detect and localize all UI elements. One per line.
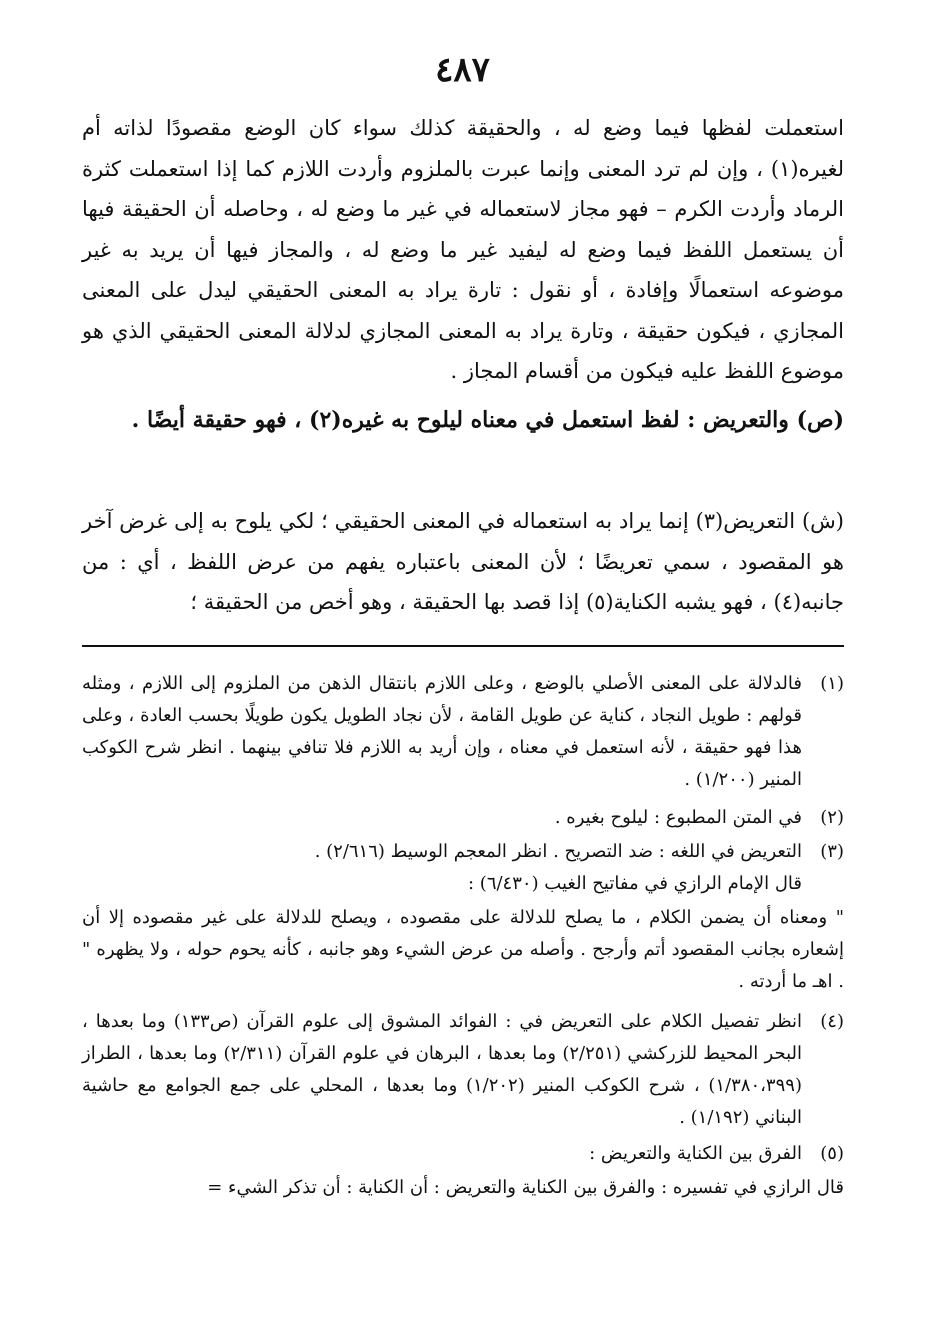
- footnote-text: انظر تفصيل الكلام على التعريض في : الفوائد المشوق إلى علوم القرآن (ص١٣٣) وما بعدها ، البحر المحيط للزركشي (٢/٢٥١) وما بعدها ، البرهان في علوم القرآن (٢/٣١١) وما بعدها ، الطراز (١/٣٨٠،٣٩٩) ، شرح الكوكب المنير (١/٢٠٢) وما بعدها ، المحلي على جمع الجوامع مع حاشية البناني (١/١٩٢) .: [82, 1011, 803, 1128]
- footnote-text: في المتن المطبوع : ليلوح بغيره .: [554, 807, 802, 828]
- footnote-text: الفرق بين الكناية والتعريض :: [589, 1143, 802, 1164]
- footnote-divider: [82, 645, 844, 647]
- footnote-1: [82, 668, 844, 796]
- footnote-number: (٢): [820, 807, 844, 828]
- footnotes: [82, 668, 844, 1204]
- main-text: [82, 108, 844, 631]
- page-number: ٤٨٧: [435, 50, 490, 90]
- footnote-text: التعريض في اللغه : ضد التصريح . انظر المعجم الوسيط (٢/٦١٦) .: [314, 841, 802, 862]
- footnote-5-continuation: قال الرازي في تفسيره : والفرق بين الكناية والتعريض : أن الكناية : أن تذكر الشيء =: [207, 1177, 844, 1198]
- footnote-text: فالدلالة على المعنى الأصلي بالوضع ، وعلى اللازم بانتقال الذهن من الملزوم إلى اللازم ، ومثله قولهم : طويل النجاد ، كناية عن طويل القامة ، لأن نجاد الطويل يكون طويلًا بحسب العادة ، وعلى هذا فهو حقيقة ، لأنه استعمل في معناه ، وإن أريد به اللازم فلا تنافي بينهما . انظر شرح الكوكب المنير (١/٢٠٠) .: [82, 673, 802, 790]
- footnote-2: [82, 802, 844, 834]
- footnote-3: [82, 836, 844, 868]
- footnote-number: (١): [820, 673, 844, 694]
- sharh-paragraph: (ش) التعريض(٣) إنما يراد به استعماله في المعنى الحقيقي ؛ لكي يلوح به إلى غرض آخر هو المقصود ، سمي تعريضًا ؛ لأن المعنى باعتباره يفهم من عرض اللفظ ، أي : من جانبه(٤) ، فهو يشبه الكناية(٥) إذا قصد بها الحقيقة ، وهو أخص من الحقيقة ؛: [82, 509, 844, 614]
- footnote-number: (٥): [820, 1143, 844, 1164]
- main-paragraph-1: استعملت لفظها فيما وضع له ، والحقيقة كذلك سواء كان الوضع مقصودًا لذاته أم لغيره(١) ، وإن لم ترد المعنى وإنما عبرت بالملزوم وأردت اللازم كما إذا استعملت كثرة الرماد وأردت الكرم – فهو مجاز لاستعماله في غير ما وضع له ، وحاصله أن الحقيقة فيها أن يستعمل اللفظ فيما وضع له ليفيد غير ما وضع له ، والمجاز فيها أن يريد به غير موضوعه استعمالًا وإفادة ، أو نقول : تارة يراد به المعنى الحقيقي ليدل على المعنى المجازي ، فيكون حقيقة ، وتارة يراد به المعنى المجازي لدلالة المعنى الحقيقي الذي هو موضوع اللفظ عليه فيكون من أقسام المجاز .: [82, 116, 844, 383]
- footnote-3-quote: " ومعناه أن يضمن الكلام ، ما يصلح للدلالة على مقصوده ، ويصلح للدلالة على غير مقصوده إلا أن إشعاره بجانب المقصود أتم وأرجح . وأصله من عرض الشيء وهو جانبه ، كأنه يحوم حوله ، ولا يظهره " . اهـ ما أردته .: [82, 907, 844, 992]
- footnote-number: (٤): [820, 1011, 844, 1032]
- matn-statement: (ص) والتعريض : لفظ استعمل في معناه ليلوح به غيره(٢) ، فهو حقيقة أيضًا .: [131, 407, 844, 433]
- footnote-3-continuation: قال الإمام الرازي في مفاتيح الغيب (٦/٤٣٠) :: [468, 873, 802, 894]
- footnote-4: [82, 1006, 844, 1134]
- footnote-5: [82, 1138, 844, 1170]
- footnote-number: (٣): [820, 841, 844, 862]
